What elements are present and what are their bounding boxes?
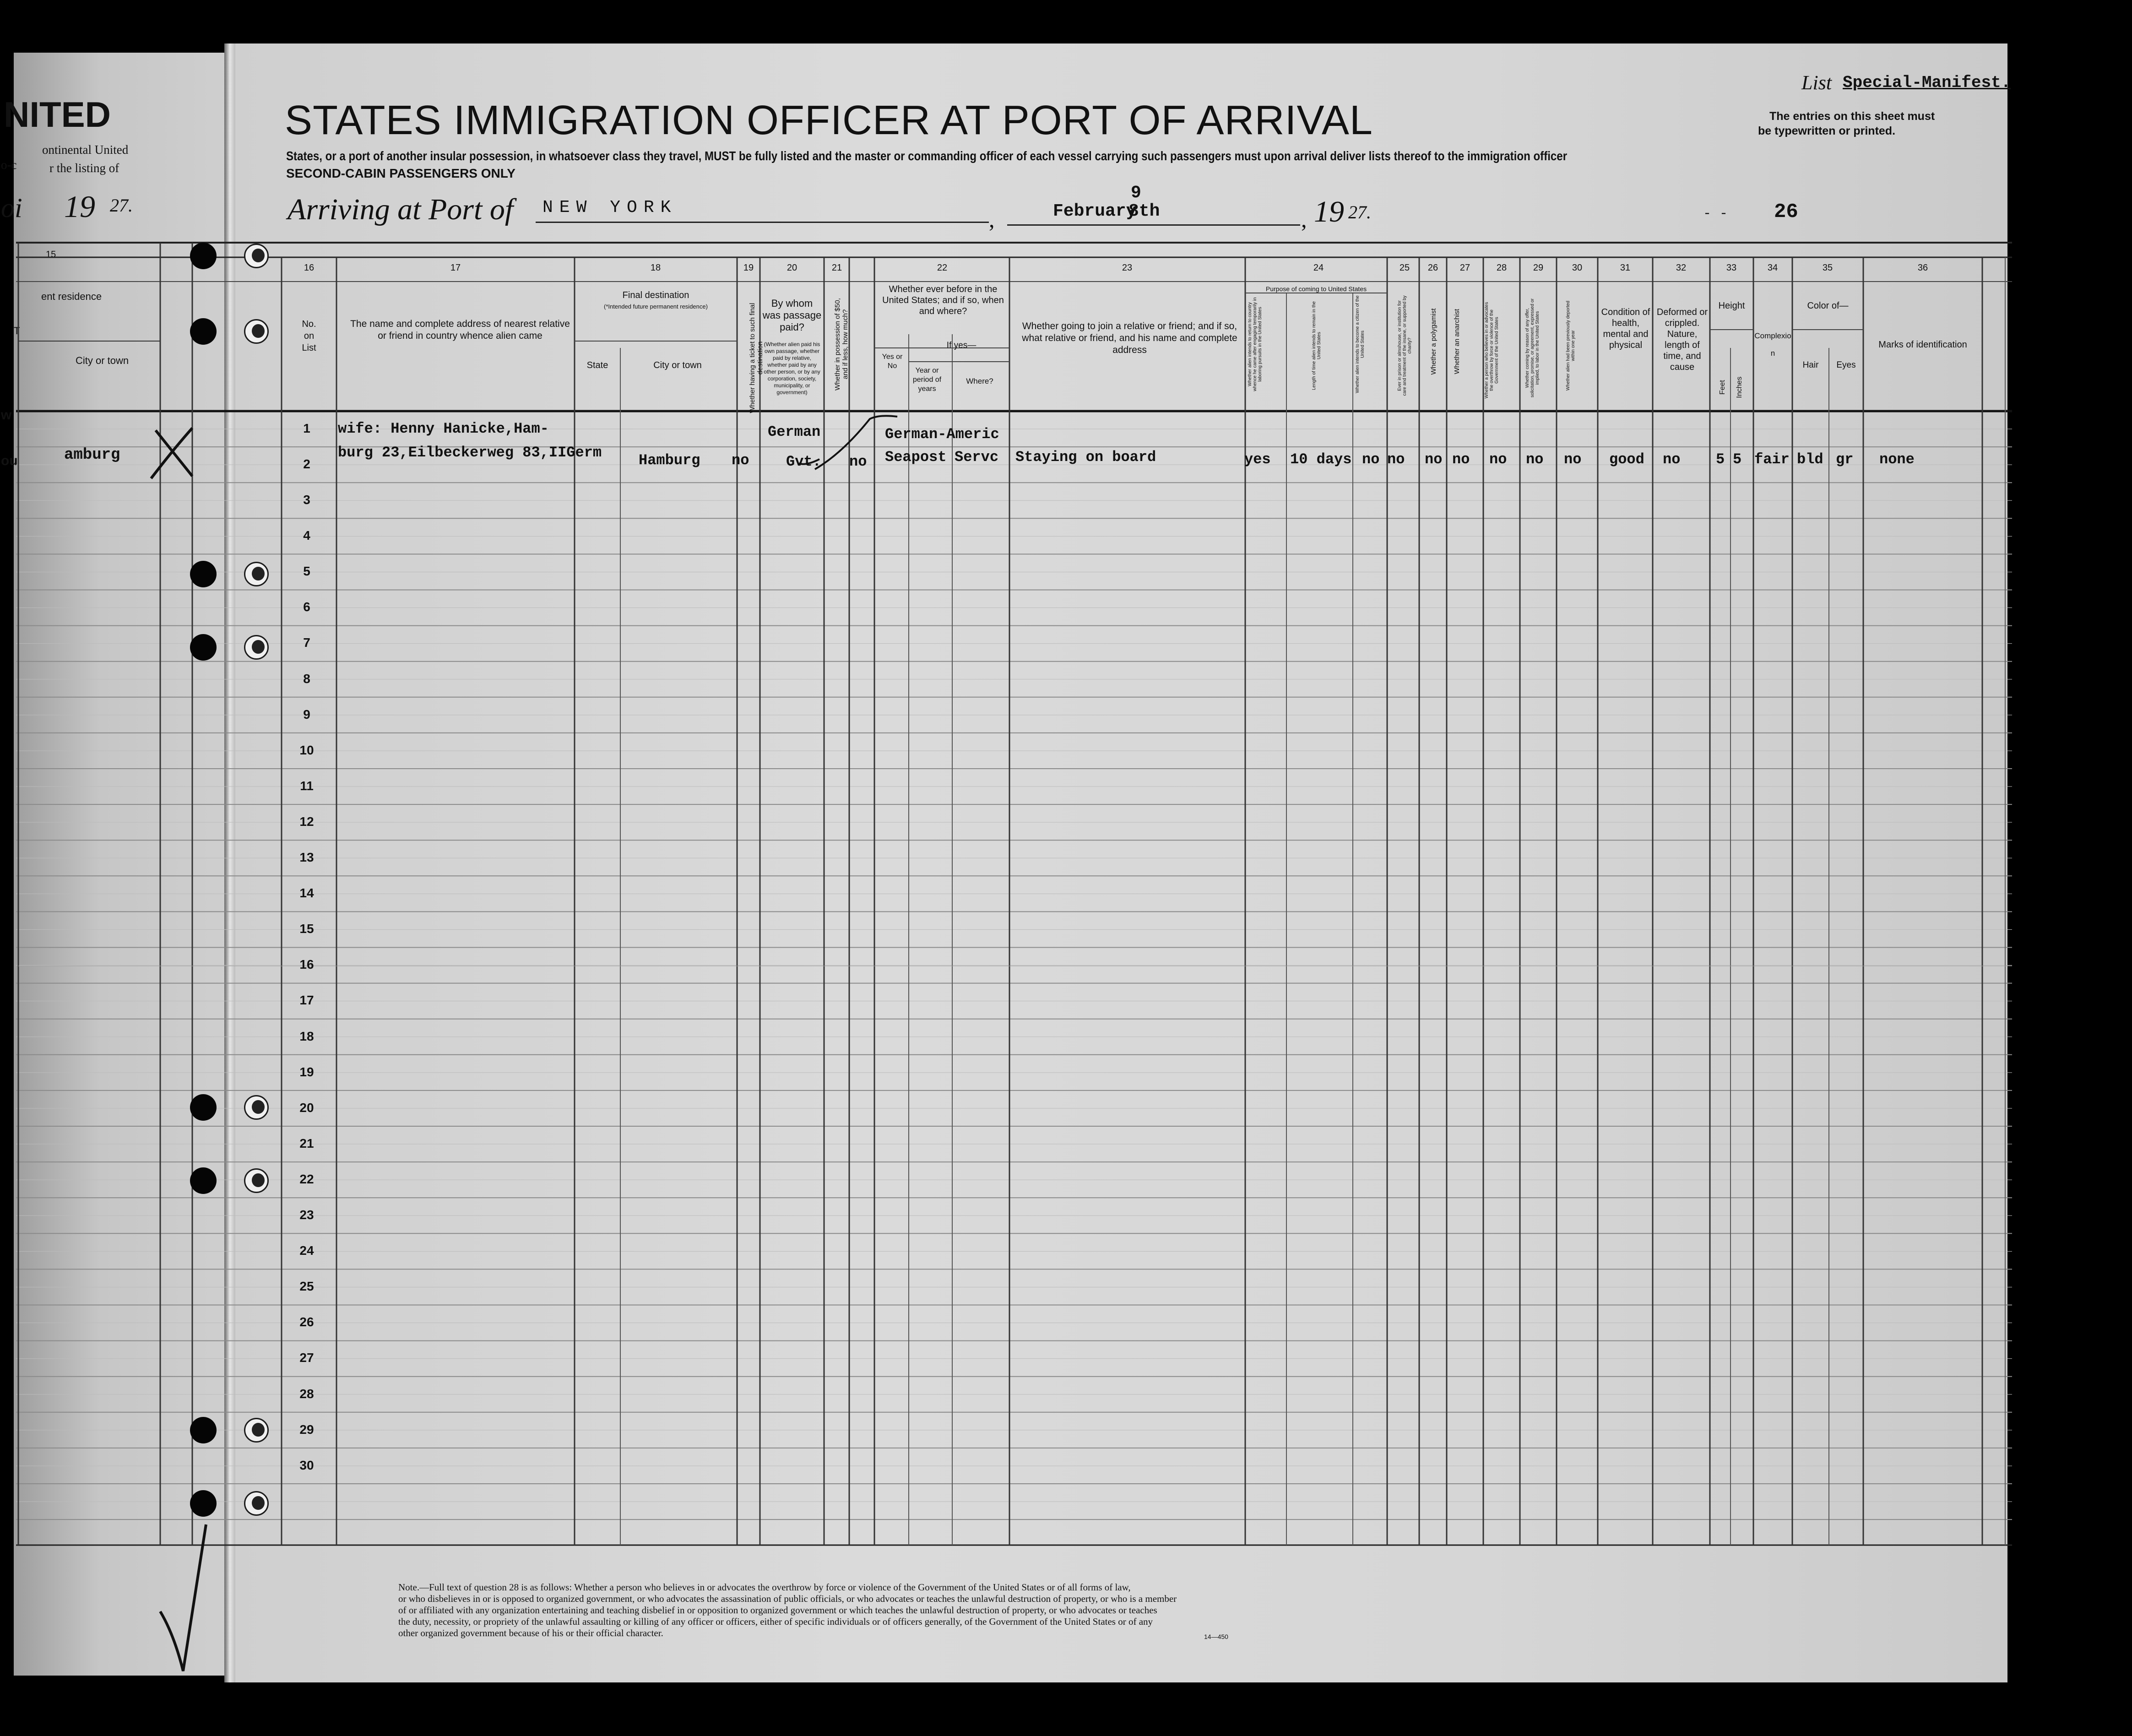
row-number: 13 (299, 850, 314, 865)
left-year-suffix: 27. (110, 195, 133, 216)
punch-hole (190, 243, 217, 269)
entry-ticket: no (732, 452, 749, 469)
row-number: 15 (299, 922, 314, 936)
date-day: 8th (1128, 201, 1160, 221)
list-value: Special-Manifest. (1843, 73, 2011, 92)
header-hair: Hair (1802, 360, 1819, 370)
entry-eyes: gr (1836, 451, 1854, 468)
column-number: 36 (1917, 263, 1928, 273)
reinforcement-ring (244, 1168, 269, 1193)
header-overthrow: Whether a person who believes in or advocates the overthrow by force or violence of the Government of the United States (1484, 302, 1499, 399)
entry-return: yes (1244, 451, 1271, 468)
left-text-line: T (14, 325, 20, 336)
footer-note-line: other organized government because of his or their official character. (398, 1628, 663, 1638)
footer-note-line: or who disbelieves in or is opposed to organized government, or who advocates the assassination of public officials, or who advocates or teaches the unlawful destruction of property, or who is a member (398, 1593, 1177, 1604)
comma: , (1301, 206, 1307, 232)
row-number: 26 (299, 1315, 314, 1329)
entry-marks: none (1879, 451, 1915, 468)
year-prefix: 19 (1314, 195, 1344, 228)
header-feet: Feet (1719, 380, 1726, 395)
entry-relative-line1: wife: Henny Hanicke,Ham- (338, 420, 549, 437)
entry-polygamist: no (1425, 451, 1443, 468)
header-purpose-return: Whether alien intends to return to country whence he came after engaging temporarily in laboring pursuits in the United States (1248, 297, 1263, 391)
column-number: 27 (1459, 263, 1470, 273)
header-marks: Marks of identification (1878, 340, 1967, 350)
punch-hole (190, 318, 217, 345)
entry-money: no (849, 453, 867, 470)
header-height: Height (1718, 301, 1745, 311)
header-state: State (586, 360, 608, 370)
column-number: 23 (1122, 263, 1133, 273)
footer-note-line: Note.—Full text of question 28 is as follows: Whether a person who believes in or advocates the overthrow by force or violence of the Government of the United States or of all forms of law, (398, 1582, 1131, 1593)
reinforcement-ring (244, 1418, 269, 1443)
row-number: 14 (299, 886, 314, 901)
column-number: 33 (1726, 263, 1737, 273)
entry-overthrow: no (1489, 451, 1507, 468)
form-number: 14—450 (1204, 1633, 1228, 1640)
row-number: 8 (303, 671, 310, 686)
entry-health: good (1609, 451, 1644, 468)
column-number: 35 (1822, 263, 1833, 273)
entry-feet: 5 (1716, 451, 1725, 468)
header-money: Whether in possession of $50, and if less, how much? (834, 298, 849, 391)
row-number: 1 (303, 421, 310, 435)
footer-note-line: of or affiliated with any organization entertaining and teaching disbelief in or opposition to organized government or which teaches the unlawful destruction of property, or who advocates or teaches (398, 1605, 1157, 1616)
left-text-line: o-c (1, 158, 17, 172)
header-complexion: Complexion (1754, 331, 1791, 358)
column-number: 16 (304, 263, 315, 273)
column-number: 24 (1313, 263, 1324, 273)
entry-length: 10 days (1290, 451, 1352, 468)
column-number: 18 (650, 263, 661, 273)
notice-line: The entries on this sheet must (1769, 110, 1935, 123)
header-prison: Ever in prison or almshouse, or institution for care and treatment of the insane, or supported by charity? (1397, 295, 1412, 396)
header-no-on-list: No. on List (302, 319, 316, 353)
row-number: 29 (299, 1422, 314, 1437)
entry-before-line2b: Servc (955, 449, 999, 466)
row-number: 16 (299, 957, 314, 972)
header-passage-paid: By whom was passage paid? (762, 298, 822, 333)
header-final-destination-note: (*Intended future permanent residence) (604, 303, 708, 310)
reinforcement-ring (244, 635, 269, 660)
entry-prison: no (1387, 451, 1405, 468)
notice-line: be typewritten or printed. (1758, 125, 1896, 137)
header-polygamist: Whether a polygamist (1430, 308, 1438, 375)
left-text-line: oi (1, 193, 22, 223)
entry-joining: Staying on board (1015, 449, 1156, 466)
header-where: Where? (966, 377, 993, 385)
entry-destination-city: Hamburg (639, 452, 700, 469)
entry-paid-by-line2: Gvt. (786, 453, 821, 470)
column-number: 34 (1767, 263, 1778, 273)
reinforcement-ring (244, 1491, 269, 1516)
header-city-town: City or town (653, 360, 702, 370)
row-number: 30 (299, 1458, 314, 1472)
header-purpose-citizen: Whether alien intends to become a citizen of the United States (1355, 295, 1365, 393)
date-month: February (1053, 201, 1137, 221)
header-relative-address: The name and complete address of nearest relative or friend in country whence alien came (350, 319, 570, 341)
arriving-label: Arriving at Port of (288, 193, 514, 226)
form-subtitle: States, or a port of another insular possession, in whatsoever class they travel, MUST be fully listed and the master or commanding officer of each vessel carrying such passengers must upon arrival deliver lists thereof to the immigration officer (286, 149, 1568, 163)
row-number: 18 (299, 1029, 314, 1043)
row-number: 11 (300, 778, 314, 793)
header-if-yes: If yes— (946, 341, 976, 350)
row-number: 17 (299, 993, 314, 1008)
footer-note-line: the duty, necessity, or propriety of the unlawful assaulting or killing of any officer or officers, either of specific individuals or of officers generally, of the Government of the United States or of any (398, 1616, 1153, 1627)
row-number: 6 (303, 600, 310, 614)
column-number: 17 (450, 263, 461, 273)
reinforcement-ring (244, 562, 269, 586)
entry-before-line2a: Seapost (885, 449, 947, 466)
left-text-line: w (1, 407, 12, 423)
row-number: 12 (299, 814, 314, 829)
row-number: 19 (299, 1064, 314, 1079)
entry-inches: 5 (1733, 451, 1742, 468)
header-yes-no: Yes or No (882, 353, 903, 370)
date-day-correction: 9 (1131, 183, 1141, 203)
header-ticket: Whether having a ticket to such final destination (749, 303, 764, 413)
form-subtitle-cabin: SECOND-CABIN PASSENGERS ONLY (286, 166, 515, 180)
header-passage-paid-note: (Whether alien paid his own passage, whether paid by relative, whether paid by any other person, or by any corporation, society, municipality, or government) (764, 341, 820, 396)
header-join-relative: Whether going to join a relative or friend; and if so, what relative or friend, and his name and complete address (1022, 321, 1237, 355)
left-title-fragment: NITED (4, 94, 111, 135)
column-number: 28 (1496, 263, 1507, 273)
punch-hole (190, 1417, 217, 1443)
column-number: 29 (1533, 263, 1544, 273)
row-number: 10 (299, 743, 314, 757)
form-title: STATES IMMIGRATION OFFICER AT PORT OF ARRIVAL (285, 98, 1373, 143)
header-anarchist: Whether an anarchist (1453, 309, 1461, 374)
column-number: 30 (1572, 263, 1583, 273)
left-subtitle: City or town (76, 355, 129, 366)
dash-mark: - - (1703, 206, 1728, 222)
left-text-line: r the listing of (49, 161, 119, 175)
column-number: 21 (831, 263, 842, 273)
column-number: 20 (787, 263, 797, 273)
column-number: 22 (937, 263, 948, 273)
row-number: 3 (303, 493, 310, 507)
left-column-number: 15 (46, 250, 56, 260)
row-number: 27 (299, 1351, 314, 1365)
entry-relative-line2: burg 23,Eilbeckerweg 83,IIGerm (338, 444, 602, 461)
row-number: 2 (303, 456, 310, 471)
left-row1-value: amburg (64, 446, 120, 464)
entry-paid-by-line1: German (768, 423, 821, 440)
header-purpose-length: Length of time alien intends to remain in the United States (1312, 301, 1322, 391)
row-number: 22 (299, 1172, 314, 1186)
column-number: 19 (743, 263, 754, 273)
header-health: Condition of health, mental and physical (1601, 307, 1650, 350)
column-number: 26 (1427, 263, 1438, 273)
column-number: 31 (1620, 263, 1631, 273)
sheet-number: 26 (1774, 201, 1798, 223)
header-color: Color of— (1807, 301, 1849, 311)
list-label: List (1801, 71, 1832, 94)
entry-deformed: no (1663, 451, 1681, 468)
header-deported: Whether alien had been previously deported within one year (1566, 300, 1576, 391)
punch-hole (190, 1094, 217, 1121)
row-number: 9 (303, 707, 310, 722)
entry-labor: no (1526, 451, 1544, 468)
left-column-title: ent residence (41, 291, 102, 302)
comma: , (989, 206, 995, 232)
header-purpose: Purpose of coming to United States (1265, 285, 1367, 293)
row-number: 25 (299, 1279, 314, 1294)
row-number: 5 (303, 564, 310, 579)
header-inches: Inches (1736, 376, 1743, 398)
left-year-fragment: 19 (64, 189, 95, 224)
header-eyes: Eyes (1836, 360, 1856, 370)
row-number: 28 (299, 1386, 314, 1401)
entry-anarchist: no (1452, 451, 1470, 468)
port-name: NEW YORK (542, 198, 678, 217)
header-final-destination: Final destination (622, 290, 689, 300)
left-text-line: ontinental United (42, 143, 129, 157)
punch-hole (190, 634, 217, 661)
header-labor-offer: Whether coming by reason of any offer, solicitation, promise, or agreement, expressed or implied, to labor in the United States (1525, 298, 1540, 398)
entry-deported: no (1564, 451, 1582, 468)
row-number: 4 (303, 528, 310, 543)
row-number: 24 (299, 1243, 314, 1258)
header-before-in-us: Whether ever before in the United States; and if so, when and where? (882, 284, 1004, 316)
row-number: 20 (299, 1100, 314, 1115)
entry-complexion: fair (1754, 451, 1790, 468)
entry-before-line1: German-Americ (885, 426, 999, 443)
row-number: 7 (303, 635, 310, 650)
row-number: 23 (299, 1208, 314, 1222)
header-deformed: Deformed or crippled. Nature, length of time, and cause (1656, 307, 1708, 372)
column-number: 25 (1399, 263, 1410, 273)
punch-hole (190, 561, 217, 587)
entry-citizen: no (1362, 451, 1380, 468)
reinforcement-ring (244, 244, 269, 268)
year-suffix: 27. (1348, 202, 1371, 222)
column-number: 32 (1676, 263, 1687, 273)
entry-hair: bld (1797, 451, 1823, 468)
row-number: 21 (299, 1136, 314, 1150)
punch-hole (190, 1167, 217, 1194)
header-year-period: Year or period of years (912, 367, 942, 393)
reinforcement-ring (244, 1095, 269, 1120)
left-text-line: ou (1, 453, 18, 468)
punch-hole (190, 1490, 217, 1517)
reinforcement-ring (244, 319, 269, 344)
